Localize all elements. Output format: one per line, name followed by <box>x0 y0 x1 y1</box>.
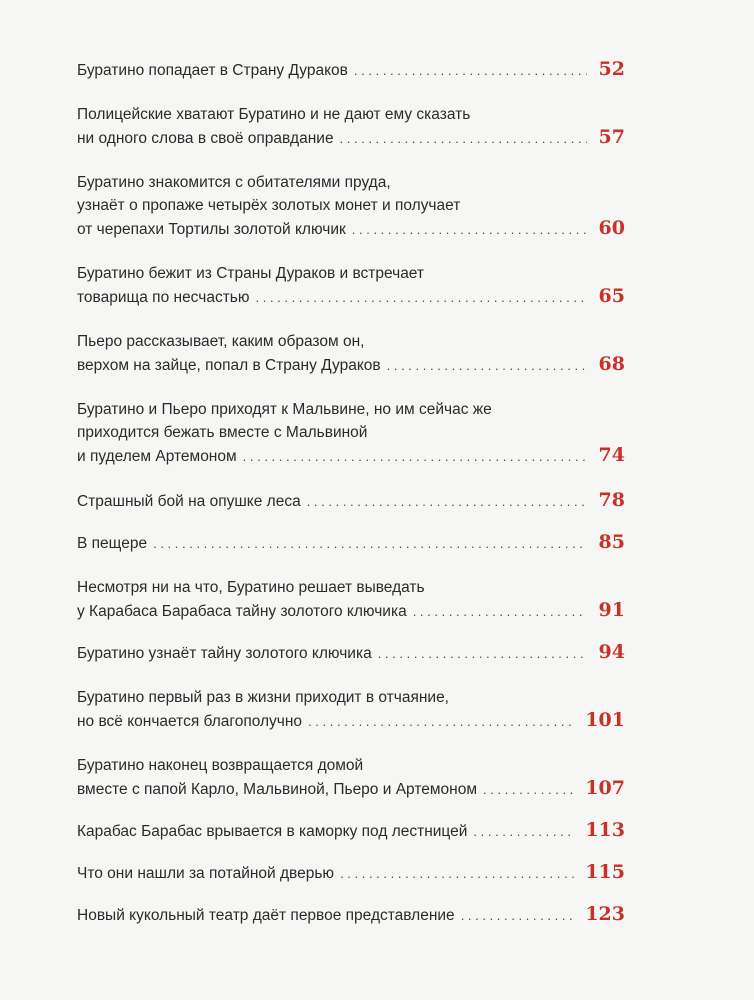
toc-entry-title-line: Буратино наконец возвращается домой <box>77 757 364 774</box>
toc-entry <box>77 686 625 733</box>
toc-entry-title-line: верхом на зайце, попал в Страну Дураков <box>77 357 381 374</box>
page-number: 68 <box>598 353 625 375</box>
page-number: 101 <box>585 709 625 731</box>
toc-entry-last-line <box>77 531 625 555</box>
toc-entry-last-line <box>77 641 625 665</box>
toc-entry-last-line <box>77 777 625 801</box>
page-number: 74 <box>598 444 625 466</box>
toc-entry <box>77 103 625 150</box>
dot-leader <box>461 904 576 927</box>
toc-entry-last-line <box>77 709 625 733</box>
toc-entry-title-line: Буратино бежит из Страны Дураков и встречает <box>77 265 425 282</box>
toc-entry-title-line: Буратино знакомится с обитателями пруда, <box>77 174 391 191</box>
toc-entry <box>77 576 625 623</box>
toc-entry-last-line <box>77 489 625 513</box>
toc-entry-title-line: от черепахи Тортилы золотой ключик <box>77 221 346 238</box>
toc-entry-last-line <box>77 903 625 927</box>
page-number: 91 <box>598 599 625 621</box>
toc-entry <box>77 171 625 241</box>
toc-entry-title-line: товарища по несчастью <box>77 289 250 306</box>
page-number: 94 <box>598 641 625 663</box>
toc-entry <box>77 861 625 885</box>
toc-entry-title-line: ни одного слова в своё оправдание <box>77 130 334 147</box>
toc-entry <box>77 531 625 555</box>
toc-entry <box>77 330 625 377</box>
dot-leader <box>352 218 587 241</box>
toc-entry <box>77 489 625 513</box>
toc-entry-title-line: Страшный бой на опушке леса <box>77 493 301 510</box>
toc-entry-title-line: Новый кукольный театр даёт первое представление <box>77 907 455 924</box>
dot-leader <box>354 59 587 82</box>
dot-leader <box>473 820 575 843</box>
toc-entry-title-line: Несмотря ни на что, Буратино решает выведать <box>77 579 425 596</box>
toc-entry-last-line <box>77 444 625 468</box>
dot-leader <box>387 354 587 377</box>
toc-entry-title-line: Буратино попадает в Страну Дураков <box>77 62 348 79</box>
page-number: 107 <box>585 777 625 799</box>
page-number: 57 <box>598 126 625 148</box>
toc-entry <box>77 903 625 927</box>
toc-entry-title-line: но всё кончается благополучно <box>77 713 303 730</box>
page-number: 60 <box>598 217 625 239</box>
toc-entry-title-line: Пьеро рассказывает, каким образом он, <box>77 333 365 350</box>
toc-entry-title-line: и пуделем Артемоном <box>77 448 237 465</box>
toc-entry-title-line: Полицейские хватают Буратино и не дают ему сказать <box>77 106 471 123</box>
toc-entry-last-line <box>77 861 625 885</box>
dot-leader <box>413 600 587 623</box>
toc-entry-title-line: у Карабаса Барабаса тайну золотого ключика <box>77 603 407 620</box>
dot-leader <box>340 862 575 885</box>
toc-entry <box>77 641 625 665</box>
page-number: 52 <box>598 58 625 80</box>
toc-entry <box>77 819 625 843</box>
dot-leader <box>308 710 575 733</box>
toc-entry-last-line <box>77 58 625 82</box>
toc-entry-last-line <box>77 819 625 843</box>
dot-leader <box>378 642 587 665</box>
toc-entry-last-line <box>77 217 625 241</box>
toc-entry <box>77 398 625 468</box>
toc-entry-last-line <box>77 353 625 377</box>
toc-entry-title-line: Буратино и Пьеро приходят к Мальвине, но им сейчас же <box>77 401 492 418</box>
toc-entry-title-line: Буратино узнаёт тайну золотого ключика <box>77 645 372 662</box>
page-number: 78 <box>598 489 625 511</box>
page-number: 65 <box>598 285 625 307</box>
dot-leader <box>307 490 587 513</box>
toc-entry-title-line: Что они нашли за потайной дверью <box>77 865 335 882</box>
dot-leader <box>340 127 587 150</box>
toc-entry-title-line: В пещере <box>77 535 148 552</box>
dot-leader <box>243 445 587 468</box>
toc-entry <box>77 58 625 82</box>
dot-leader <box>256 286 587 309</box>
toc-entry-title-line: приходится бежать вместе с Мальвиной <box>77 424 368 441</box>
dot-leader <box>483 778 575 801</box>
table-of-contents <box>77 58 625 927</box>
toc-entry <box>77 754 625 801</box>
toc-entry <box>77 262 625 309</box>
page-number: 113 <box>585 819 625 841</box>
page-number: 115 <box>585 861 625 883</box>
toc-entry-title-line: Буратино первый раз в жизни приходит в отчаяние, <box>77 689 449 706</box>
toc-entry-title-line: вместе с папой Карло, Мальвиной, Пьеро и Артемоном <box>77 781 477 798</box>
page-number: 85 <box>598 531 625 553</box>
toc-entry-title-line: Карабас Барабас врывается в каморку под лестницей <box>77 823 468 840</box>
toc-entry-last-line <box>77 599 625 623</box>
page-number: 123 <box>585 903 625 925</box>
toc-entry-last-line <box>77 126 625 150</box>
toc-entry-last-line <box>77 285 625 309</box>
toc-entry-title-line: узнаёт о пропаже четырёх золотых монет и получает <box>77 197 461 214</box>
dot-leader <box>153 532 587 555</box>
